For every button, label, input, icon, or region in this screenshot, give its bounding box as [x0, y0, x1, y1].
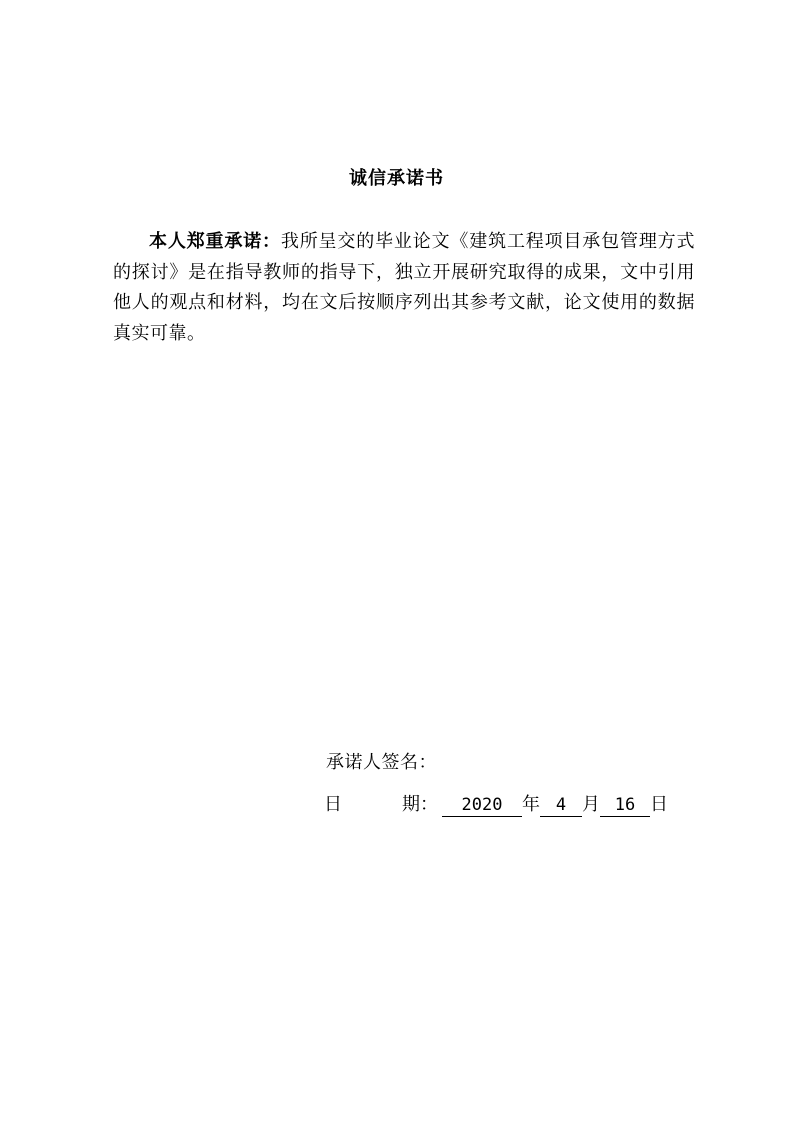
date-day-value: 16 [600, 792, 650, 817]
document-title: 诚信承诺书 [349, 168, 444, 189]
date-month-unit: 月 [582, 794, 600, 815]
date-year-unit: 年 [522, 794, 540, 815]
date-label-first: 日 [324, 794, 342, 815]
date-year-value: 2020 [442, 792, 522, 817]
date-line [324, 792, 668, 818]
date-day-unit: 日 [650, 794, 668, 815]
pledge-lead: 本人郑重承诺： [149, 231, 281, 252]
pledge-text: 我所呈交的毕业论文《建筑工程项目承包管理方式的探讨》是在指导教师的指导下，独立开展研究取得的成果，文中引用他人的观点和材料，均在文后按顺序列出其参考文献，论文使用的数据真实可靠。 [113, 231, 695, 344]
date-month-value: 4 [540, 792, 582, 817]
signer-label: 承诺人签名： [326, 752, 437, 773]
pledge-paragraph [113, 227, 695, 349]
date-label-second: 期： [402, 794, 438, 815]
